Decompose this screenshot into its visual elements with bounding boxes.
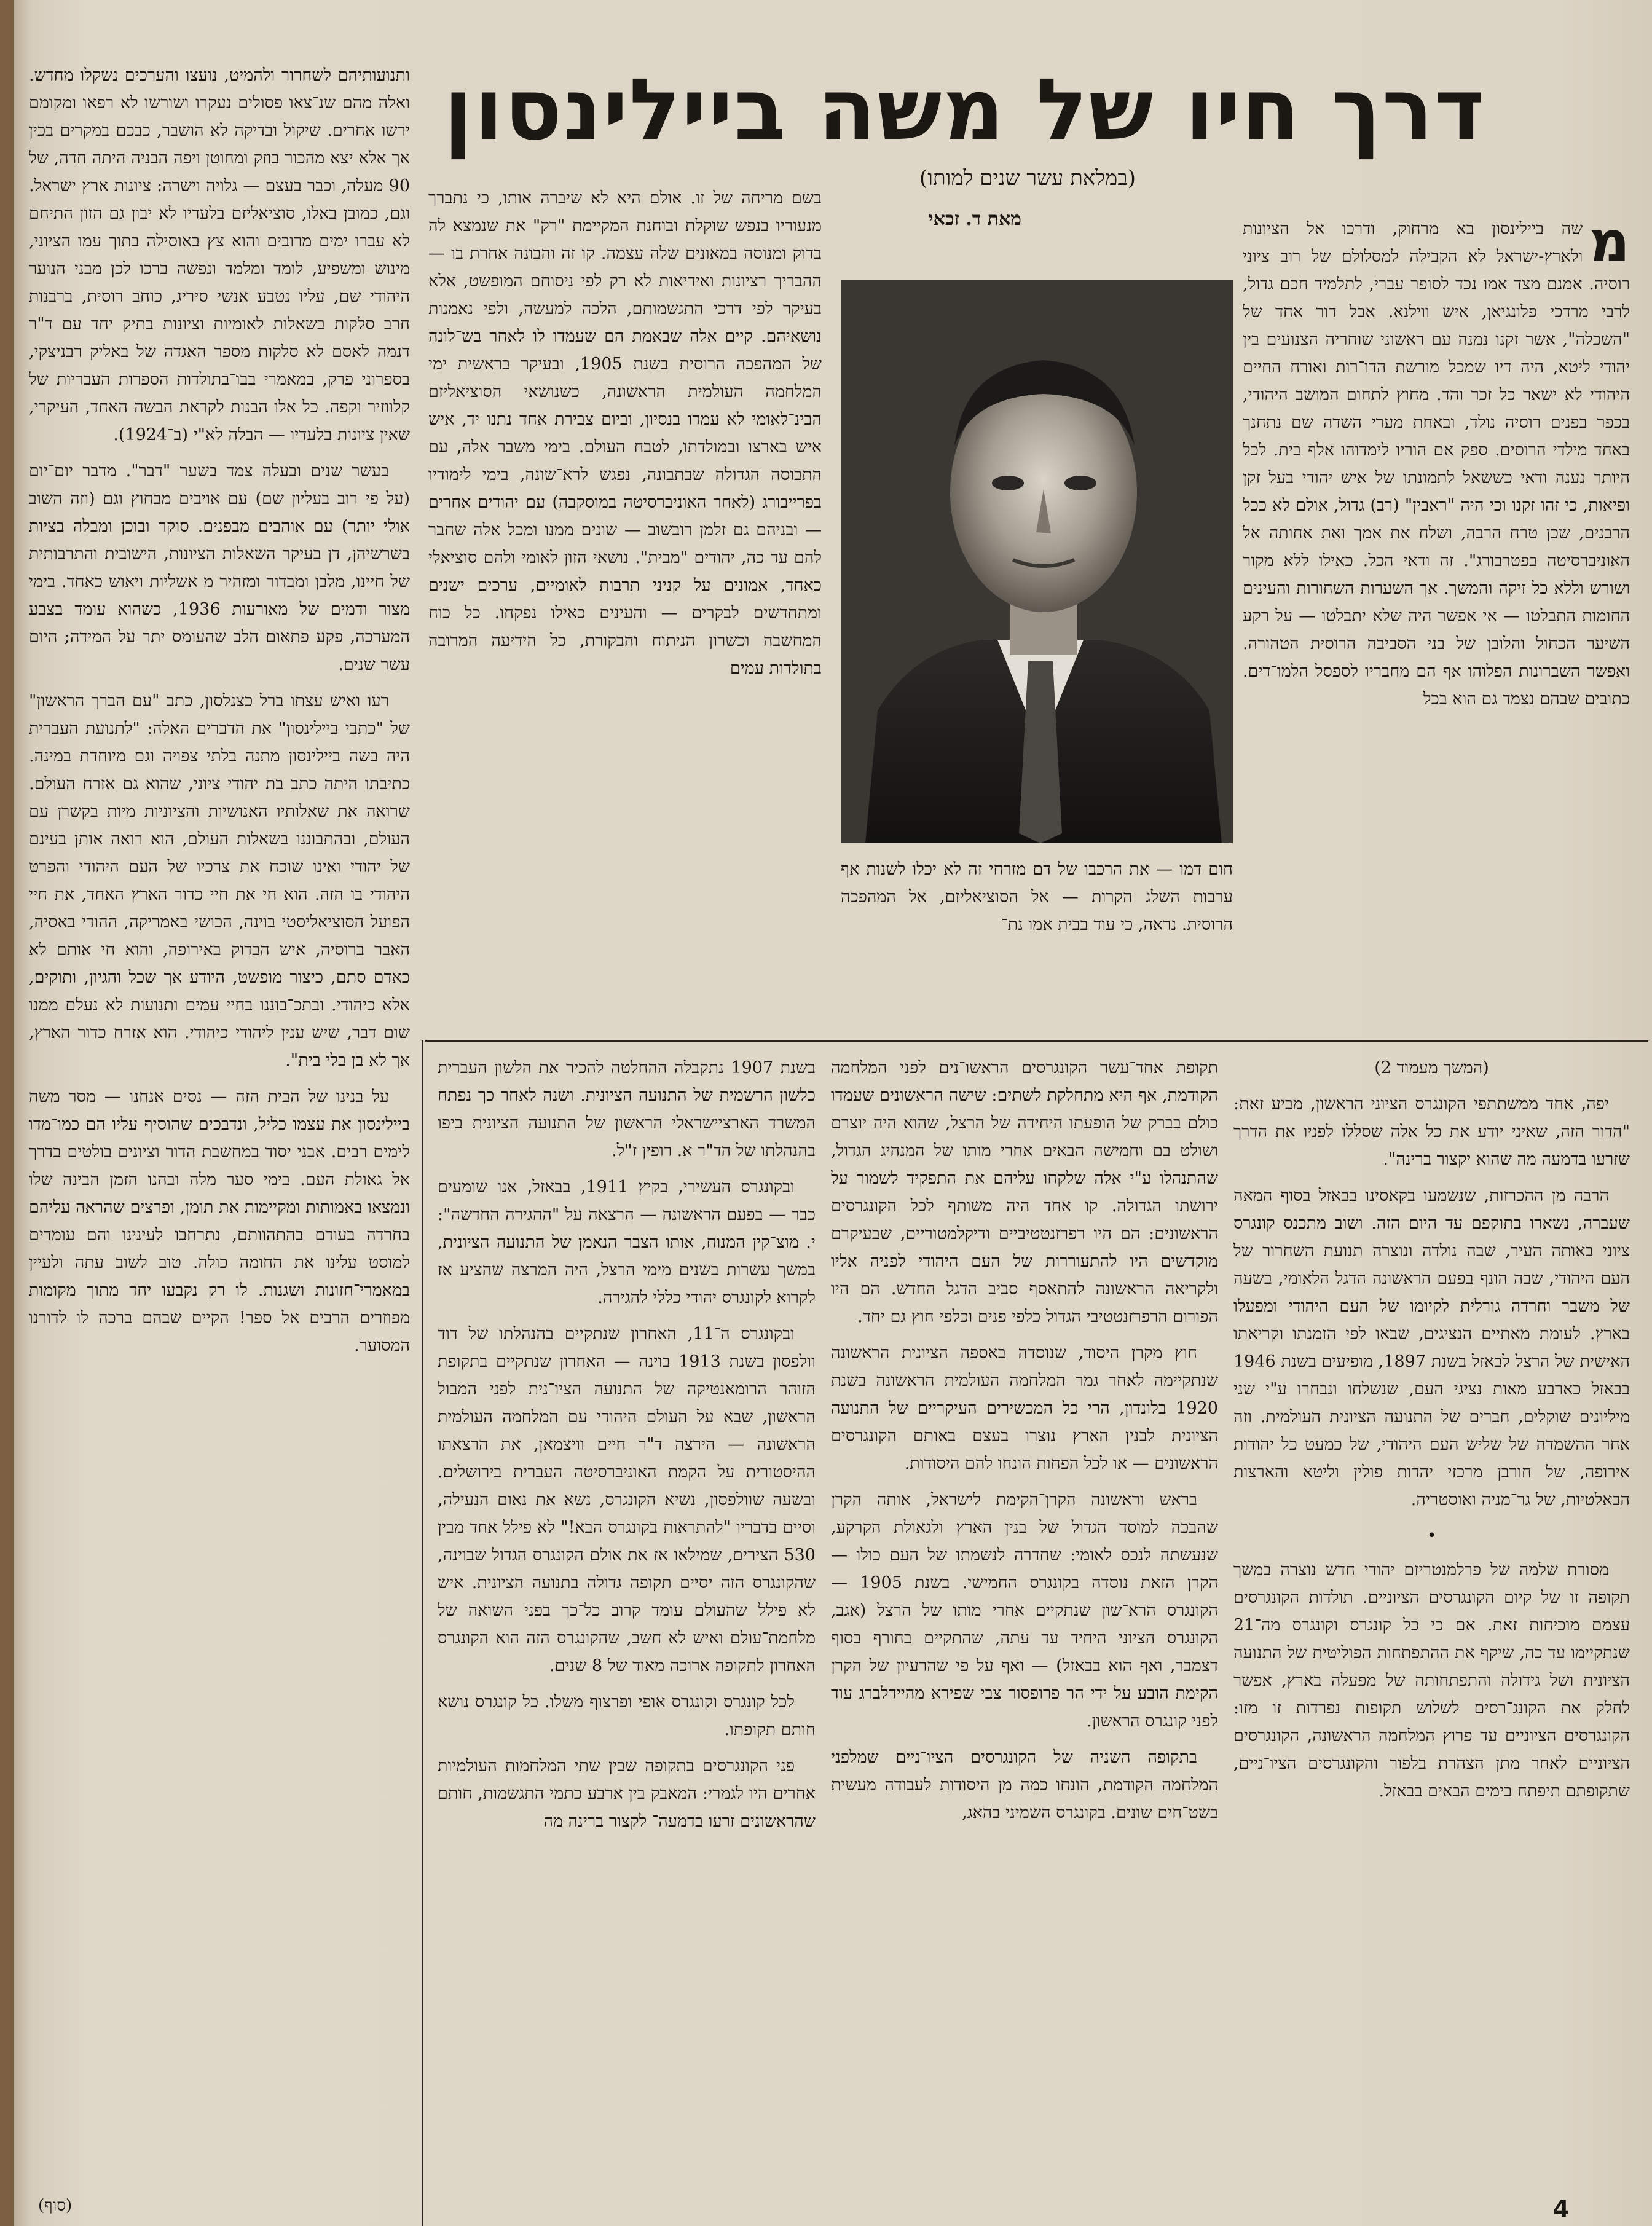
page-number: 4	[1553, 2195, 1570, 2222]
book-binding	[0, 0, 14, 2226]
paragraph: ובקונגרס ה־11, האחרון שנתקיים בהנהלתו של דוד וולפסון בשנת 1913 בוינה — האחרון שנתקיים בתקופת הזוהר הרומאנטיקה של התנועה הציו־נית לפני המבול הראשון, שבא על העולם היהודי עם המלחמה העולמית הראשונה — הירצה ד"ר חיים וויצמאן, את הרצאתו ההיסטורית על הקמת האוניברסיטה העברית בירושלים. ובשעה שוולפסון, נשיא הקונגרס, נשא את נאום הנעילה, וסיים בדבריו "להתראות בקונגרס הבא!" לא פילל אחד מבין 530 הצירים, שמילאו אז את אולם הקונגרס הגדול שבוינה, שהקונגרס הזה יסיים תקופה גדולה בתנועה הציונית. איש לא פילל שהעולם עומד קרוב כל־כך בפני השואה של מלחמת־עולם ואיש לא חשב, שהקונגרס הזה הוא הקונגרס האחרון לתקופה ארוכה מאוד של 8 שנים.	[438, 1324, 816, 1675]
paragraph: רעו ואיש עצתו ברל כצנלסון, כתב "עם הברך הראשון" של "כתבי ביילינסון" את הדברים האלה: "לתנועת העברית היה בשה ביילינסון מתנה בלתי צפויה וגם מיוחדת במינה. כתיבתו היתה כתב בת יהודי ציוני, שהוא גם אזרח העולם. שרואה את שאלותיו האנושיות והציוניות מיות בקשרן עם העולם, ובהתבוננו בשאלות העולם, הוא רואה אותן בעינם של יהודי ואינו שוכח את צרכיו של העם היהודי והפרט היהודי בו הזה. הוא חי את חיי כדור הארץ האחד, את חיי הפועל הסוציאליסטי בוינה, הכושי באמריקה, ההודי באסיה, האבר ברוסיה, איש הבדוק באירופה, והוא חי אותם לא כאדם סתם, כיצור מופשט, היודע אך שכל והגיון, ותוקים, אלא כיהודי. ובתכ־בוננו בחיי עמים ותנועות לא נעלם ממנו שום דבר, שיש ענין ליהודי כיהודי. הוא אזרח כדור הארץ, אך לא בן בלי בית".	[29, 691, 410, 1070]
column-divider	[422, 1040, 423, 2226]
portrait-photo	[841, 280, 1233, 843]
paragraph: בשם מריחה של זו. אולם היא לא שיברה אותו, כי נתברך מנעוריו בנפש שוקלת ובוחנת המקיימת "רק" את שנמצא לה בדוק ומנוסה במאונים שלה עצמה. קו זה והבונה אחרת בו — ההבריך רציונות ואידיאות לא רק לפי ניסוחם המופשט, אלא בעיקר לפי דרכי התגשמותם, הלכה למעשה, ולפי נאמנות נושאיהם. קיים אלה שבאמת הם שעמדו לו לאחר בש־לונה של המהפכה הרוסית בשנת 1905, ובעיקר בראשית ימי המלחמה העולמית הראשונה, כשנושאי הסוציאליזם הבינ־לאומי לא עמדו בנסיון, וביום צבירת אחד נתנו יד, איש איש בארצו ובמולדתו, לטבח העולם. בימי משבר אלה, עם התבוסה הגדולה שבתבונה, נפגש לרא־שונה, בימי לימודיו בפרייבורג (לאחר האוניברסיטה במוסקבה) עם יהודים אחרים — ובניהם גם זלמן רובשוב — שונים ממנו ומכל אלה שחבר להם עד כה, יהודים "מבית". נושאי הזון לאומי ולהם סוציאלי כאחד, אמונים על קניני תרבות לאומיים, ערכים ישנים ומתחדשים לבקרים — והעינים כאילו נפקחו. כל כוח המחשבה וכשרון הניתוח והבקורת, כל הידיעה המרובה בתולדות עמים	[428, 189, 822, 678]
paragraph: יפה, אחד ממשתתפי הקונגרס הציוני הראשון, מביע זאת: "הדור הזה, שאיני יודע את כל אלה שסללו לפניו את הדרך שזרעו בדמעה מה שהוא יקצור ברינה".	[1233, 1095, 1630, 1169]
column-left	[29, 61, 410, 2176]
paragraph: מסורת שלמה של פרלמנטריזם יהודי חדש נוצרה במשך תקופה זו של קיום הקונגרסים הציוניים. תולדות הקונגרסים עצמם מוכיחות זאת. אם כי כל קונגרס וקונגרס מה־21 שנתקיימו עד כה, שיקף את ההתפתחות הפוליטית של התנועה הציונית ושל גידולה והתפתחותה של מפעלה בארץ, אפשר לחלק את הקונג־רסים לשלוש תקופות נפרדות זו מזו: הקונגרסים הציוניים עד פרוץ המלחמה הראשונה, הקונגרסים הציוניים לאחר מתן הצהרת בלפור והקונגרסים הציו־ניים, שתקופתם תיפתח בימים הבאים בבאזל.	[1233, 1560, 1630, 1801]
column-photo-caption-text	[841, 855, 1233, 1034]
paragraph: בראש וראשונה הקרן־הקימת לישראל, אותה הקרן שהבכה למוסד הגדול של בנין הארץ ולגאולת הקרקע, שנעשתה לנכס לאומי: שחדרה לנשמתו של העם כולו — הקרן הזאת נוסדה בקונגרס החמישי. בשנת 1905 — הקונגרס הרא־שון שנתקיים אחרי מותו של הרצל (אגב, הקונגרס הציוני היחיד עד עתה, שהתקיים בחורף בסוף דצמבר, ואף הוא בבאזל) — ואף על פי שהרעיון של הקרן הקימת הובע על ידי הר פרופסור צבי שפירא מהיידלברג עוד לפני קונגרס הראשון.	[831, 1490, 1218, 1731]
paragraph: פני הקונגרסים בתקופה שבין שתי המלחמות העולמיות אחרים היו לגמרי: המאבק בין ארבע כתמי התגשמות, חותם שהראשונים זרעו בדמעה־ לקצור ברינה מה	[438, 1756, 816, 1831]
column-top-right	[1243, 215, 1630, 1032]
article-subtitle: (במלאת עשר שנים למותו)	[919, 166, 1136, 191]
paragraph: בתקופה השניה של הקונגרסים הציו־ניים שמלפני המלחמה הקודמת, הונחו כמה מן היסודות לעבודה מעשית בשט־חים שונים. בקונגרס השמיני בהאג,	[831, 1748, 1218, 1822]
paragraph: על בנינו של הבית הזה — נסים אנחנו — מסר משה ביילינסון את עצמו כליל, ונדבכים שהוסיף עליו הם כמו־מדו לימים רבים. אבני יסוד במחשבת הדור וציונים בולטים בדרך אל גאולת העם. בימי סער מלה ובהנו הזמן הבינה שלו ונמצאו באמותות ומקיימות את תומן, ופרצים שהראה עליהם בחרדה בעודם בהתהוותם, נתרחבו לעינינו והם עומדים למוסט עלינו את החומה כולה. טוב לשוב עתה ולעיין במאמרי־חזונות ושגנות. לו רק נקבעו יחד מתוך מקומות מפוזרים הרבים אל ספר! הקיים שבהם ברכה לו לדורנו המסוער.	[29, 1087, 410, 1355]
column-top-middle	[428, 184, 822, 1032]
paragraph: בשנת 1907 נתקבלה ההחלטה להכיר את הלשון העברית כלשון הרשמית של התנועה הציונית. ושנה לאחר כך נפתח המשרד הארציישראלי הראשון של התנועה הציונית ביפו בהנהלתו של הד"ר א. רופין ז"ל.	[438, 1058, 816, 1160]
paragraph: מ שה ביילינסון בא מרחוק, ודרכו אל הציונות ולארץ-ישראל לא הקבילה למסלולם של רוב ציוני רוסיה. אמנם מצד אמו נכד לסופר עברי, לתלמיד חכם גדול, לרבי מרדכי פלונגיאן, איש ווילנא. אבל דור אחד של "השכלה", אשר זקנו נמנה עם ראשוני שוחריה הצנועים בין יהודי ליטא, היה דיו שמכל מורשת הדו־רות ואורח החיים היהודי לא ישאר כל זכר והד. מחוץ לתחום המושב היהודי, בכפר בפנים רוסיה נולד, ובאחת מערי השדה שם נתחנך באחד מילדי הרוסים. ספק אם הוריו לימדוהו אלף בית. לכל היותר נענה ודאי כששאל לתמונתו של איש יהודי בעל זקן ופיאות, כי זהו זקנו וכי היה "ראבין" (רב) גדול, אולם לא ככל הרבנים, שכן טרח הרבה, ושלח את אמך ואת אחותה אל האוניברסיטה בפטרבורג". זה ודאי הכל. כאילו ללא מקור ושורש וללא כל זיקה והמשך. אך השערות השחורות והעינים החומות התבלטו — אי אפשר היה שלא יתבלטו — על רקע השיער הכחול והלובן של בני הסביבה הרוסית הטהורה. ואפשר השברונות הפלוהו אף הם מחבריו לספסל הלמו־דים. כתובים שבהם נצמד גם הוא בכל	[1243, 215, 1630, 709]
section-divider	[425, 1040, 1648, 1042]
paragraph: לכל קונגרס וקונגרס אופי ופרצוף משלו. כל קונגרס נושא חותם תקופתו.	[438, 1693, 816, 1739]
paragraph: הרבה מן ההכרזות, שנשמעו בקאסינו בבאזל בסוף המאה שעברה, נשארו בתוקפם עד היום הזה. ושוב מתכנס קונגרס ציוני באותה העיר, שבה נולדה ונוצרה תנועת השחרור של העם היהודי, שבה הונף בפעם הראשונה הדגל הלאומי, בשעה של משבר וחרדה גורלית לקיומו של העם היהודי ומפעלו בארץ. לעומת מאתיים הנציגים, שבאו לפי הזמנתו וקריאתו האישית של הרצל לבאזל בשנת 1897, מופיעים בשנת 1946 בבאזל כארבע מאות נציגי העם, שנשלחו ונבחרו ע"י שני מיליונים שוקלים, חברים של התנועה הציונית העולמית. וזה אחר ההשמדה של שליש העם היהודי, של כמעט כל יהודות אירופה, של חורבן מרכזי יהדות פולין וליטא והארצות הבאלטיות, של גר־מניה ואוסטריה.	[1233, 1186, 1630, 1509]
paragraph: ותנועותיהם לשחרור ולהמיט, נועצו והערכים נשקלו מחדש. ואלה מהם שנ־צאו פסולים נעקרו ושורשו לא רפאו ומקומם ירשו אחרים. שיקול ובדיקה לא הושבר, כבכם במקרים בכין אך אלא יצא מהכור בוזק ומחוטן ויפה הבניה היתה חדה, של 90 מעלה, וכבר בעצם — גלויה וישרה: ציונות ארץ ישראל. וגם, כמובן באלו, סוציאליזם בלעדיו לא יבון גם הזון התיחם לא עברו ימים מרובים והוא צץ באוסילה בתוך עמו הציוני, מינוש ומשפיע, לומד ומלמד ונפשה ברכו לכן מבני הנוער היהודי שם, עליו נטבע אנשי סיריג, כוחב רוסית, ברבנות חרב סלקות בשאלות לאומיות וציונות בתיק יחד עם ד"ר דנמה לאסם לא סלקות מספר האגדה של באליק רבניצקי, בספרוני פרק, במאמרי בבו־בתולדות הספרות העבריות של קלווזיר וקפה. כל אלו הבנות לקראת הבשה האחד, העיקרי, שאין ציונות בלעדיו — הבלה לא"י (ב־1924).	[29, 66, 410, 444]
column-lower-right	[1233, 1054, 1630, 2185]
section-bullet: •	[1426, 1527, 1437, 1545]
portrait-image	[841, 280, 1233, 843]
paragraph: חוץ מקרן היסוד, שנוסדה באספה הציונית הראשונה שנתקיימה לאחר גמר המלחמה העולמית הראשונה בשנת 1920 בלונדון, הרי כל המכשירים העיקריים של התנועה הציונית לבנין הארץ נוצרו בעצם באותם הקונגרסים הראשונים — או לכל הפחות הונחו להם היסודות.	[831, 1343, 1218, 1473]
end-mark: (סוף)	[38, 2197, 73, 2215]
paragraph: ובקונגרס העשירי, בקיץ 1911, בבאזל, אנו שומעים כבר — בפעם הראשונה — הרצאה על "ההגירה החדשה": י. מוצ־קין המנוח, אותו הצבר הנאמן של התנועה הציונית, במשך עשרות בשנים מימי הרצל, היה המרצה שהציע אז לקרוא לקונגרס יהודי כללי להגירה.	[438, 1178, 816, 1307]
paragraph: חום דמו — את הרכבו של דם מזרחי זה לא יכלו לשנות אף ערבות השלג הקרות — אל הסוציאליזם, אל המהפכה הרוסית. נראה, כי עוד בבית אמו נת־	[841, 860, 1233, 934]
magazine-page	[14, 0, 1652, 2226]
article-title: דרך חיו של משה ביילינסון	[444, 60, 1485, 159]
column-lower-left	[438, 1054, 816, 2185]
article-byline: מאת ד. זכאי	[928, 208, 1021, 230]
drop-cap: מ	[1589, 215, 1630, 275]
column-lower-middle	[831, 1054, 1218, 2185]
paragraph: תקופת אחד־עשר הקונגרסים הראשו־נים לפני המלחמה הקודמת, אף היא מתחלקת לשתים: שישה הראשונים שעמדו כולם בברק של הופעתו היחידה של הרצל, שהוא היה יוצרם ושולט בם וחמישה הבאים אחרי מותו של המנהיג הגדול, שהתנהלו ע"י אלה שלקחו עליהם את התפקיד לשמור על ירושתו הגדולה. קו אחד היה משותף לכל הקונגרסים הראשונים: הם היו רפרזנטטיביים ודיקלמטוריים, שבעיקרם מוקדשים היו להתעוררות של העם היהודי לפניה אליו ולקריאה הראשונה להתאסף סביב הדגל החדש. הם היו הפורום הרפרזנטטיבי הגדול כלפי פנים וכלפי חוץ גם יחד.	[831, 1058, 1218, 1326]
paragraph: בעשר שנים ובעלה צמד בשער "דבר". מדבר יום־יום (על פי רוב בעליון שם) עם אויבים מבחוץ וגם (וזה השוב אולי יותר) עם אוהבים מבפנים. סוקר ובוכן ומבלה בציות בשרשיהן, דן בעיקר השאלות הציונות, הישובית והתרבותית של חיינו, מלבן ומבדור ומזהיר מ אשליות ויאוש כאחד. בימי מצור ודמים של מאורעות 1936, כשהוא עומד בצבע המערכה, פקע פתאום הלב שהעומס יתר על המידה; היום עשר שנים.	[29, 462, 410, 674]
continued-from: (המשך מעמוד 2)	[1374, 1058, 1489, 1077]
